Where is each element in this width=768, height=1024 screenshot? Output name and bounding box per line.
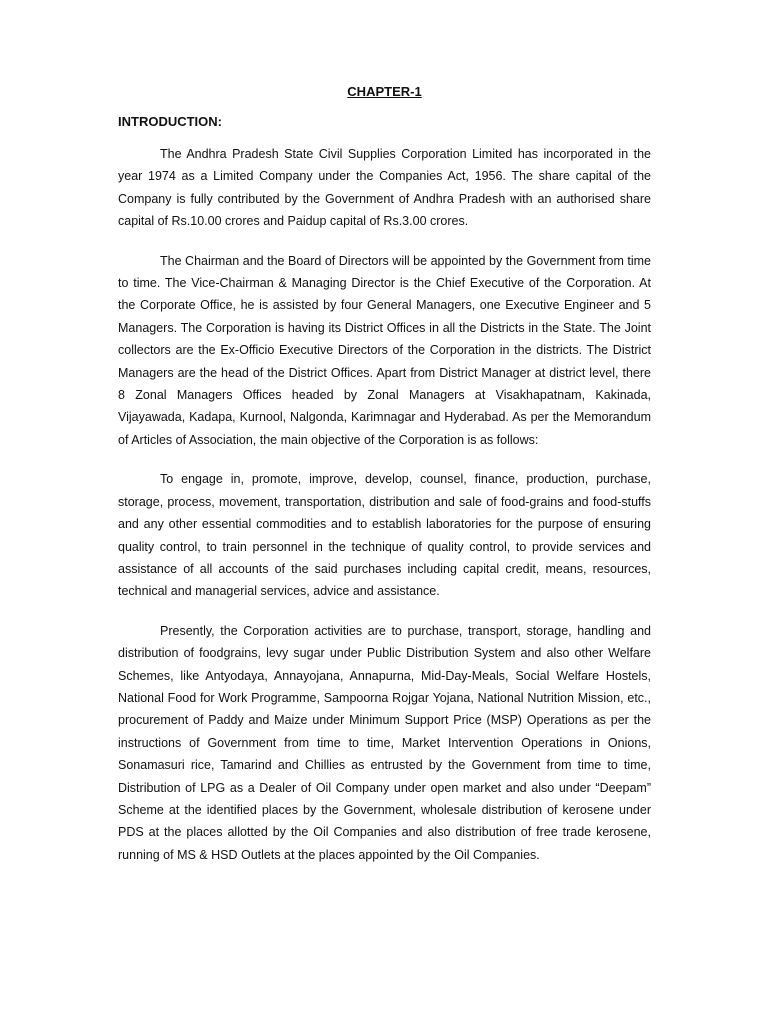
chapter-title: CHAPTER-1: [347, 84, 422, 99]
paragraph-company-background: The Andhra Pradesh State Civil Supplies Corporation Limited has incorporated in the year 1974 as a Limited Company under the Companies Act, 1956. The share capital of the Company is fully contributed by the Government of Andhra Pradesh with an authorised share capital of Rs.10.00 crores and Paidup capital of Rs.3.00 crores.: [118, 147, 651, 229]
paragraph-main-objective: To engage in, promote, improve, develop, counsel, finance, production, purchase, storage, process, movement, transportation, distribution and sale of food-grains and food-stuffs and any other essential commodities and to establish laboratories for the purpose of ensuring quality control, to train personnel in the technique of quality control, to provide services and assistance of all accounts of the said purchases including capital credit, means, resources, technical and managerial services, advice and assistance.: [118, 472, 651, 599]
paragraph-current-activities: Presently, the Corporation activities are to purchase, transport, storage, handling and distribution of foodgrains, levy sugar under Public Distribution System and also other Welfare Schemes, like Antyodaya, Annayojana, Annapurna, Mid-Day-Meals, Social Welfare Hostels, National Food for Work Programme, Sampoorna Rojgar Yojana, National Nutrition Mission, etc., procurement of Paddy and Maize under Minimum Support Price (MSP) Operations as per the instructions of Government from time to time, Market Intervention Operations in Onions, Sonamasuri rice, Tamarind and Chillies as entrusted by the Government from time to time, Distribution of LPG as a Dealer of Oil Company under open market and also under “Deepam” Scheme at the identified places by the Government, wholesale distribution of kerosene under PDS at the places allotted by the Oil Companies and also distribution of free trade kerosene, running of MS & HSD Outlets at the places appointed by the Oil Companies.: [118, 623, 651, 862]
paragraph-management-structure: The Chairman and the Board of Directors will be appointed by the Government from time to time. The Vice-Chairman & Managing Director is the Chief Executive of the Corporation. At the Corporate Office, he is assisted by four General Managers, one Executive Engineer and 5 Managers. The Corporation is having its District Offices in all the Districts in the State. The Joint collectors are the Ex-Officio Executive Directors of the Corporation in the districts. The District Managers are the head of the District Offices. Apart from District Manager at district level, there 8 Zonal Managers Offices headed by Zonal Managers at Visakhapatnam, Kakinada, Vijayawada, Kadapa, Kurnool, Nalgonda, Karimnagar and Hyderabad. As per the Memorandum of Articles of Association, the main objective of the Corporation is as follows:: [118, 253, 651, 447]
section-heading: INTRODUCTION:: [118, 114, 222, 129]
document-page: [118, 84, 651, 883]
